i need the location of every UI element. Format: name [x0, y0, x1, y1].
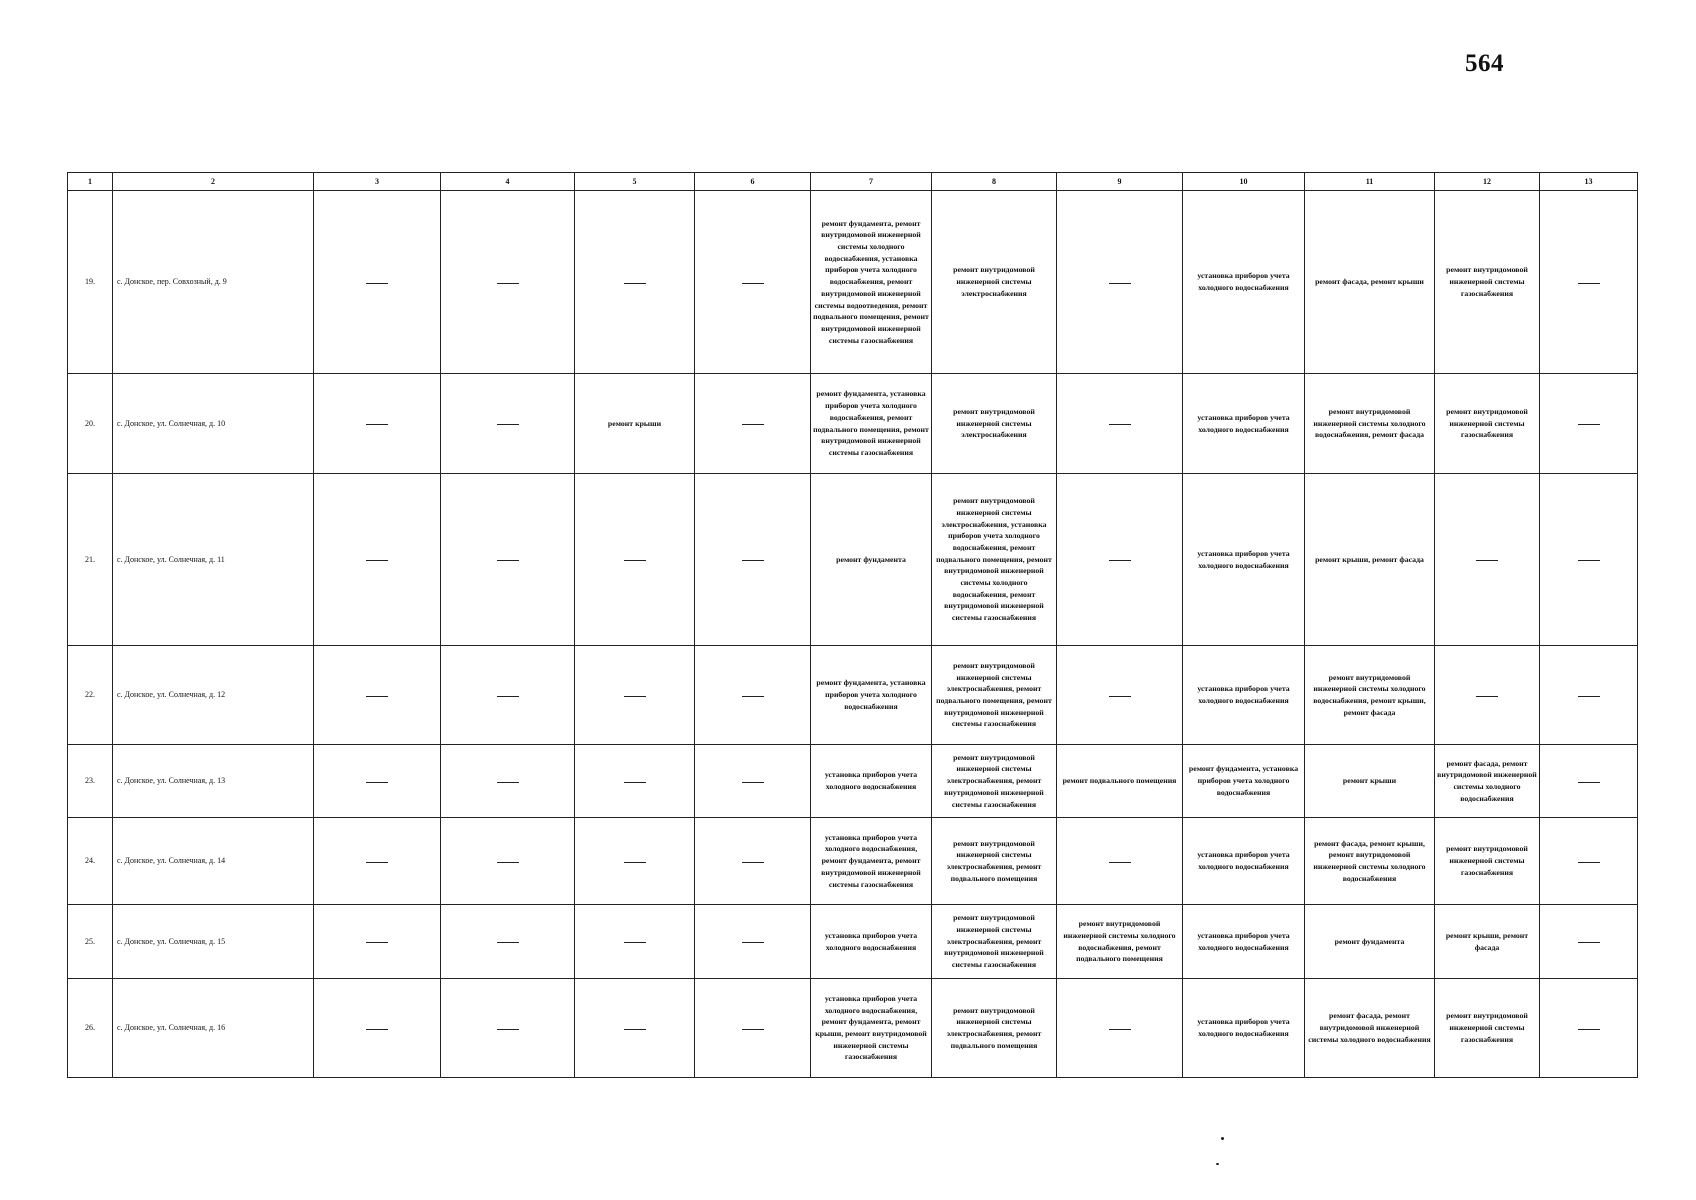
dash-mark [742, 560, 764, 561]
column-header-1: 1 [68, 173, 113, 191]
row-number-cell: 24. [68, 818, 113, 905]
empty-cell-dash [1057, 474, 1183, 646]
empty-cell-dash [1540, 905, 1638, 979]
dash-mark [1578, 696, 1600, 697]
empty-cell-dash [1540, 646, 1638, 745]
empty-cell-dash [575, 646, 695, 745]
repair-schedule-table [67, 172, 1638, 1078]
work-type-cell: установка приборов учета холодного водоснабжения [1183, 818, 1305, 905]
dash-mark [1578, 942, 1600, 943]
empty-cell-dash [695, 745, 811, 818]
dash-mark [366, 696, 388, 697]
row-number-cell: 20. [68, 374, 113, 474]
empty-cell-dash [314, 979, 441, 1078]
column-header-9: 9 [1057, 173, 1183, 191]
empty-cell-dash [314, 474, 441, 646]
work-type-cell: установка приборов учета холодного водоснабжения [1183, 191, 1305, 374]
work-type-cell: установка приборов учета холодного водоснабжения, ремонт фундамента, ремонт внутридомовой инженерной системы газоснабжения [811, 818, 932, 905]
work-type-cell: ремонт внутридомовой инженерной системы холодного водоснабжения, ремонт крыши, ремонт фасада [1305, 646, 1435, 745]
column-header-6: 6 [695, 173, 811, 191]
empty-cell-dash [1057, 646, 1183, 745]
dash-mark [1109, 560, 1131, 561]
empty-cell-dash [695, 191, 811, 374]
work-type-cell: ремонт внутридомовой инженерной системы газоснабжения [1435, 191, 1540, 374]
table-row [68, 745, 1638, 818]
work-type-cell: ремонт подвального помещения [1057, 745, 1183, 818]
column-header-11: 11 [1305, 173, 1435, 191]
empty-cell-dash [1057, 191, 1183, 374]
empty-cell-dash [441, 191, 575, 374]
empty-cell-dash [441, 646, 575, 745]
dash-mark [742, 424, 764, 425]
column-header-4: 4 [441, 173, 575, 191]
work-type-cell: установка приборов учета холодного водоснабжения [1183, 979, 1305, 1078]
empty-cell-dash [575, 474, 695, 646]
empty-cell-dash [441, 979, 575, 1078]
empty-cell-dash [695, 979, 811, 1078]
empty-cell-dash [1540, 191, 1638, 374]
dash-mark [366, 1029, 388, 1030]
dash-mark [624, 942, 646, 943]
dash-mark [742, 782, 764, 783]
dash-mark [366, 283, 388, 284]
work-type-cell: ремонт фасада, ремонт внутридомовой инженерной системы холодного водоснабжения [1435, 745, 1540, 818]
row-number-cell: 25. [68, 905, 113, 979]
work-type-cell: ремонт крыши [575, 374, 695, 474]
row-number-cell: 21. [68, 474, 113, 646]
column-header-7: 7 [811, 173, 932, 191]
table-row [68, 474, 1638, 646]
dash-mark [366, 942, 388, 943]
address-cell: с. Донское, ул. Солнечная, д. 10 [113, 374, 314, 474]
work-type-cell: ремонт внутридомовой инженерной системы электроснабжения, ремонт внутридомовой инженерной системы газоснабжения [932, 905, 1057, 979]
column-header-10: 10 [1183, 173, 1305, 191]
dash-mark [1476, 696, 1498, 697]
row-number-cell: 23. [68, 745, 113, 818]
work-type-cell: ремонт фасада, ремонт крыши, ремонт внутридомовой инженерной системы холодного водоснабжения [1305, 818, 1435, 905]
empty-cell-dash [695, 818, 811, 905]
work-type-cell: установка приборов учета холодного водоснабжения [811, 745, 932, 818]
work-type-cell: ремонт внутридомовой инженерной системы холодного водоснабжения, ремонт подвального помещения [1057, 905, 1183, 979]
empty-cell-dash [441, 905, 575, 979]
table-row [68, 646, 1638, 745]
dash-mark [624, 862, 646, 863]
empty-cell-dash [314, 745, 441, 818]
work-type-cell: ремонт внутридомовой инженерной системы электроснабжения, ремонт подвального помещения [932, 979, 1057, 1078]
dash-mark [497, 1029, 519, 1030]
empty-cell-dash [695, 905, 811, 979]
work-type-cell: установка приборов учета холодного водоснабжения [811, 905, 932, 979]
dash-mark [1109, 696, 1131, 697]
work-type-cell: ремонт внутридомовой инженерной системы газоснабжения [1435, 818, 1540, 905]
empty-cell-dash [1540, 818, 1638, 905]
address-cell: с. Донское, ул. Солнечная, д. 12 [113, 646, 314, 745]
table-body [68, 191, 1638, 1078]
work-type-cell: установка приборов учета холодного водоснабжения, ремонт фундамента, ремонт крыши, ремонт внутридомовой инженерной системы газоснабжения [811, 979, 932, 1078]
dash-mark [1109, 283, 1131, 284]
address-cell: с. Донское, ул. Солнечная, д. 15 [113, 905, 314, 979]
page-number: 564 [1465, 50, 1504, 77]
empty-cell-dash [695, 646, 811, 745]
dash-mark [497, 283, 519, 284]
column-header-3: 3 [314, 173, 441, 191]
work-type-cell: ремонт внутридомовой инженерной системы электроснабжения, ремонт подвального помещения [932, 818, 1057, 905]
empty-cell-dash [314, 191, 441, 374]
work-type-cell: ремонт фундамента, установка приборов учета холодного водоснабжения [811, 646, 932, 745]
work-type-cell: установка приборов учета холодного водоснабжения [1183, 474, 1305, 646]
empty-cell-dash [1057, 374, 1183, 474]
empty-cell-dash [575, 745, 695, 818]
work-type-cell: ремонт внутридомовой инженерной системы электроснабжения [932, 191, 1057, 374]
column-header-12: 12 [1435, 173, 1540, 191]
dash-mark [1578, 1029, 1600, 1030]
dash-mark [624, 283, 646, 284]
work-type-cell: ремонт внутридомовой инженерной системы электроснабжения, установка приборов учета холодного водоснабжения, ремонт подвального помещения, ремонт внутридомовой инженерной системы холодного водоснабжения, ремонт внутридомовой инженерной системы газоснабжения [932, 474, 1057, 646]
address-cell: с. Донское, ул. Солнечная, д. 13 [113, 745, 314, 818]
empty-cell-dash [441, 745, 575, 818]
dash-mark [497, 560, 519, 561]
dash-mark [1109, 862, 1131, 863]
dash-mark [497, 424, 519, 425]
dash-mark [742, 283, 764, 284]
empty-cell-dash [1057, 979, 1183, 1078]
dash-mark [497, 696, 519, 697]
empty-cell-dash [1435, 646, 1540, 745]
dash-mark [624, 560, 646, 561]
column-header-13: 13 [1540, 173, 1638, 191]
table-row [68, 374, 1638, 474]
table-row [68, 191, 1638, 374]
empty-cell-dash [441, 818, 575, 905]
work-type-cell: ремонт внутридомовой инженерной системы электроснабжения [932, 374, 1057, 474]
scan-speck [1216, 1163, 1219, 1165]
column-header-5: 5 [575, 173, 695, 191]
empty-cell-dash [1540, 745, 1638, 818]
empty-cell-dash [575, 979, 695, 1078]
row-number-cell: 26. [68, 979, 113, 1078]
dash-mark [742, 862, 764, 863]
dash-mark [1578, 862, 1600, 863]
work-type-cell: ремонт фундамента, установка приборов учета холодного водоснабжения, ремонт подвального помещения, ремонт внутридомовой инженерной системы газоснабжения [811, 374, 932, 474]
dash-mark [742, 1029, 764, 1030]
work-type-cell: ремонт фасада, ремонт внутридомовой инженерной системы холодного водоснабжения [1305, 979, 1435, 1078]
scan-speck [1221, 1137, 1224, 1140]
work-type-cell: ремонт крыши, ремонт фасада [1435, 905, 1540, 979]
row-number-cell: 19. [68, 191, 113, 374]
work-type-cell: ремонт внутридомовой инженерной системы электроснабжения, ремонт внутридомовой инженерной системы газоснабжения [932, 745, 1057, 818]
empty-cell-dash [695, 474, 811, 646]
empty-cell-dash [314, 646, 441, 745]
dash-mark [366, 560, 388, 561]
work-type-cell: ремонт крыши [1305, 745, 1435, 818]
dash-mark [742, 942, 764, 943]
table-row [68, 979, 1638, 1078]
dash-mark [1578, 424, 1600, 425]
row-number-cell: 22. [68, 646, 113, 745]
address-cell: с. Донское, ул. Солнечная, д. 11 [113, 474, 314, 646]
column-header-2: 2 [113, 173, 314, 191]
address-cell: с. Донское, ул. Солнечная, д. 14 [113, 818, 314, 905]
empty-cell-dash [1057, 818, 1183, 905]
work-type-cell: ремонт фасада, ремонт крыши [1305, 191, 1435, 374]
table-row [68, 905, 1638, 979]
empty-cell-dash [441, 374, 575, 474]
dash-mark [497, 942, 519, 943]
address-cell: с. Донское, пер. Совхозный, д. 9 [113, 191, 314, 374]
work-type-cell: установка приборов учета холодного водоснабжения [1183, 646, 1305, 745]
dash-mark [624, 1029, 646, 1030]
address-cell: с. Донское, ул. Солнечная, д. 16 [113, 979, 314, 1078]
table-row [68, 818, 1638, 905]
empty-cell-dash [1540, 979, 1638, 1078]
work-type-cell: установка приборов учета холодного водоснабжения [1183, 374, 1305, 474]
work-type-cell: установка приборов учета холодного водоснабжения [1183, 905, 1305, 979]
work-type-cell: ремонт фундамента [1305, 905, 1435, 979]
empty-cell-dash [314, 374, 441, 474]
empty-cell-dash [314, 905, 441, 979]
work-type-cell: ремонт крыши, ремонт фасада [1305, 474, 1435, 646]
dash-mark [497, 782, 519, 783]
work-type-cell: ремонт фундамента, ремонт внутридомовой инженерной системы холодного водоснабжения, установка приборов учета холодного водоснабжения, ремонт внутридомовой инженерной системы водоотведения, ремонт подвального помещения, ремонт внутридомовой инженерной системы газоснабжения [811, 191, 932, 374]
work-type-cell: ремонт внутридомовой инженерной системы холодного водоснабжения, ремонт фасада [1305, 374, 1435, 474]
empty-cell-dash [1540, 374, 1638, 474]
dash-mark [1109, 1029, 1131, 1030]
dash-mark [1578, 283, 1600, 284]
dash-mark [1109, 424, 1131, 425]
work-type-cell: ремонт фундамента [811, 474, 932, 646]
dash-mark [624, 782, 646, 783]
dash-mark [497, 862, 519, 863]
column-header-8: 8 [932, 173, 1057, 191]
empty-cell-dash [575, 818, 695, 905]
dash-mark [1578, 560, 1600, 561]
dash-mark [1578, 782, 1600, 783]
empty-cell-dash [314, 818, 441, 905]
work-type-cell: ремонт фундамента, установка приборов учета холодного водоснабжения [1183, 745, 1305, 818]
dash-mark [1476, 560, 1498, 561]
work-type-cell: ремонт внутридомовой инженерной системы электроснабжения, ремонт подвального помещения, ремонт внутридомовой инженерной системы газоснабжения [932, 646, 1057, 745]
empty-cell-dash [575, 905, 695, 979]
empty-cell-dash [575, 191, 695, 374]
work-type-cell: ремонт внутридомовой инженерной системы газоснабжения [1435, 374, 1540, 474]
dash-mark [366, 424, 388, 425]
dash-mark [742, 696, 764, 697]
dash-mark [624, 696, 646, 697]
dash-mark [366, 782, 388, 783]
work-type-cell: ремонт внутридомовой инженерной системы газоснабжения [1435, 979, 1540, 1078]
empty-cell-dash [441, 474, 575, 646]
dash-mark [366, 862, 388, 863]
empty-cell-dash [1540, 474, 1638, 646]
empty-cell-dash [1435, 474, 1540, 646]
empty-cell-dash [695, 374, 811, 474]
column-number-row [68, 173, 1638, 191]
